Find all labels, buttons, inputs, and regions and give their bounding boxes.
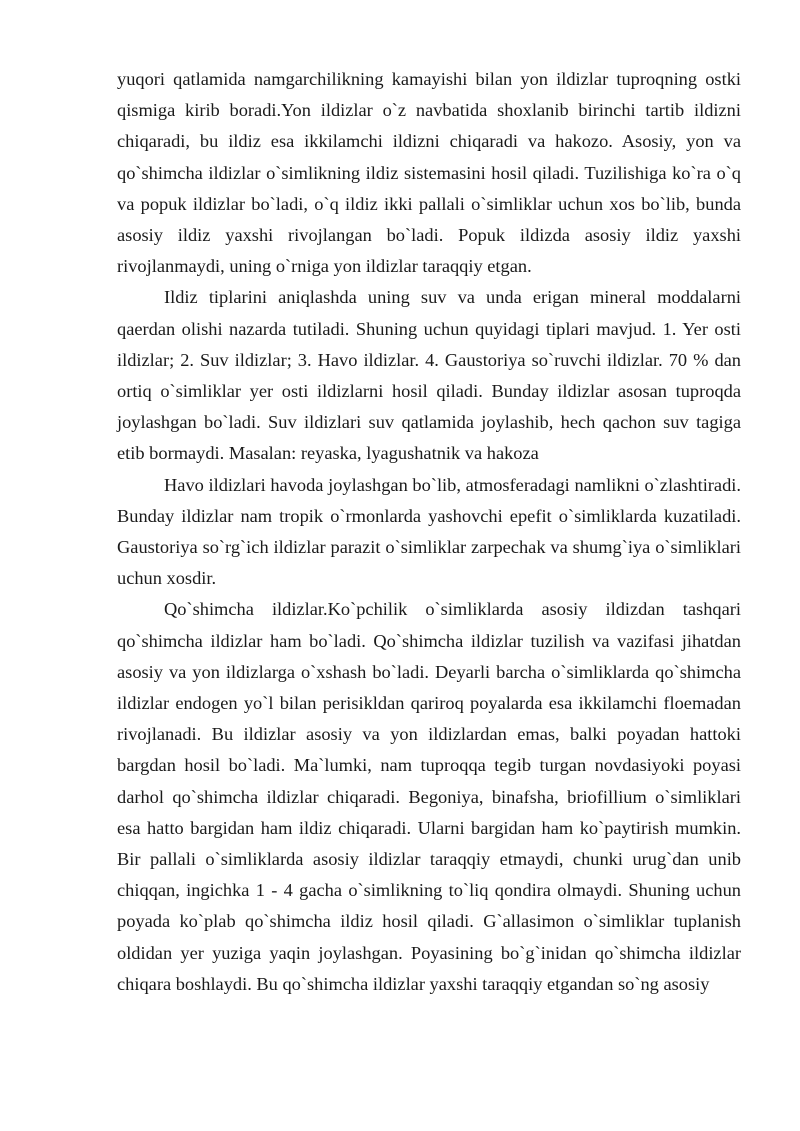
paragraph-continuation: yuqori qatlamida namgarchilikning kamayishi bilan yon ildizlar tuproqning ostki qismiga kirib boradi.Yon ildizlar o`z navbatida shoxlanib birinchi tartib ildizni chiqaradi, bu ildiz esa ikkilamchi ildizni chiqaradi va hakozo. Asosiy, yon va qo`shimcha ildizlar o`simlikning ildiz sistemasini hosil qiladi. Tuzilishiga ko`ra o`q va popuk ildizlar bo`ladi, o`q ildiz ikki pallali o`simliklar uchun xos bo`lib, bunda asosiy ildiz yaxshi rivojlangan bo`ladi. Popuk ildizda asosiy ildiz yaxshi rivojlanmaydi, uning o`rniga yon ildizlar taraqqiy etgan. [117, 69, 741, 277]
document-body [117, 64, 741, 1000]
paragraph-air-roots: Havo ildizlari havoda joylashgan bo`lib, atmosferadagi namlikni o`zlashtiradi. Bunday ildizlar nam tropik o`rmonlarda yashovchi epefit o`simliklarda kuzatiladi. Gaustoriya so`rg`ich ildizlar parazit o`simliklar zarpechak va shumg`iya o`simliklari uchun xosdir. [117, 474, 741, 589]
paragraph-root-types: Ildiz tiplarini aniqlashda uning suv va unda erigan mineral moddalarni qaerdan olishi nazarda tutiladi. Shuning uchun quyidagi tiplari mavjud. 1. Yer osti ildizlar; 2. Suv ildizlar; 3. Havo ildizlar. 4. Gaustoriya so`ruvchi ildizlar. 70 % dan ortiq o`simliklar yer osti ildizlarni hosil qiladi. Bunday ildizlar asosan tuproqda joylashgan bo`ladi. Suv ildizlari suv qatlamida joylashib, hech qachon suv tagiga etib bormaydi. Masalan: reyaska, lyagushatnik va hakoza [117, 287, 741, 464]
paragraph-additional-roots: Qo`shimcha ildizlar.Ko`pchilik o`simliklarda asosiy ildizdan tashqari qo`shimcha ildizlar ham bo`ladi. Qo`shimcha ildizlar tuzilish va vazifasi jihatdan asosiy va yon ildizlarga o`xshash bo`ladi. Deyarli barcha o`simliklarda qo`shimcha ildizlar endogen yo`l bilan perisikldan qariroq poyalarda esa ikkilamchi floemadan rivojlanadi. Bu ildizlar asosiy va yon ildizlardan emas, balki poyadan hattoki bargdan hosil bo`ladi. Ma`lumki, nam tuproqqa tegib turgan novdasiyoki poyasi darhol qo`shimcha ildizlar chiqaradi. Begoniya, binafsha, briofillium o`simliklari esa hatto bargidan ham ildiz chiqaradi. Ularni bargidan ham ko`paytirish mumkin. Bir pallali o`simliklarda asosiy ildizlar taraqqiy etmaydi, chunki urug`dan unib chiqqan, ingichka 1 - 4 gacha o`simlikning to`liq qondira olmaydi. Shuning uchun poyada ko`plab qo`shimcha ildiz hosil qiladi. G`allasimon o`simliklar tuplanish oldidan yer yuziga yaqin joylashgan. Poyasining bo`g`inidan qo`shimcha ildizlar chiqara boshlaydi. Bu qo`shimcha ildizlar yaxshi taraqqiy etgandan so`ng asosiy [117, 599, 741, 994]
